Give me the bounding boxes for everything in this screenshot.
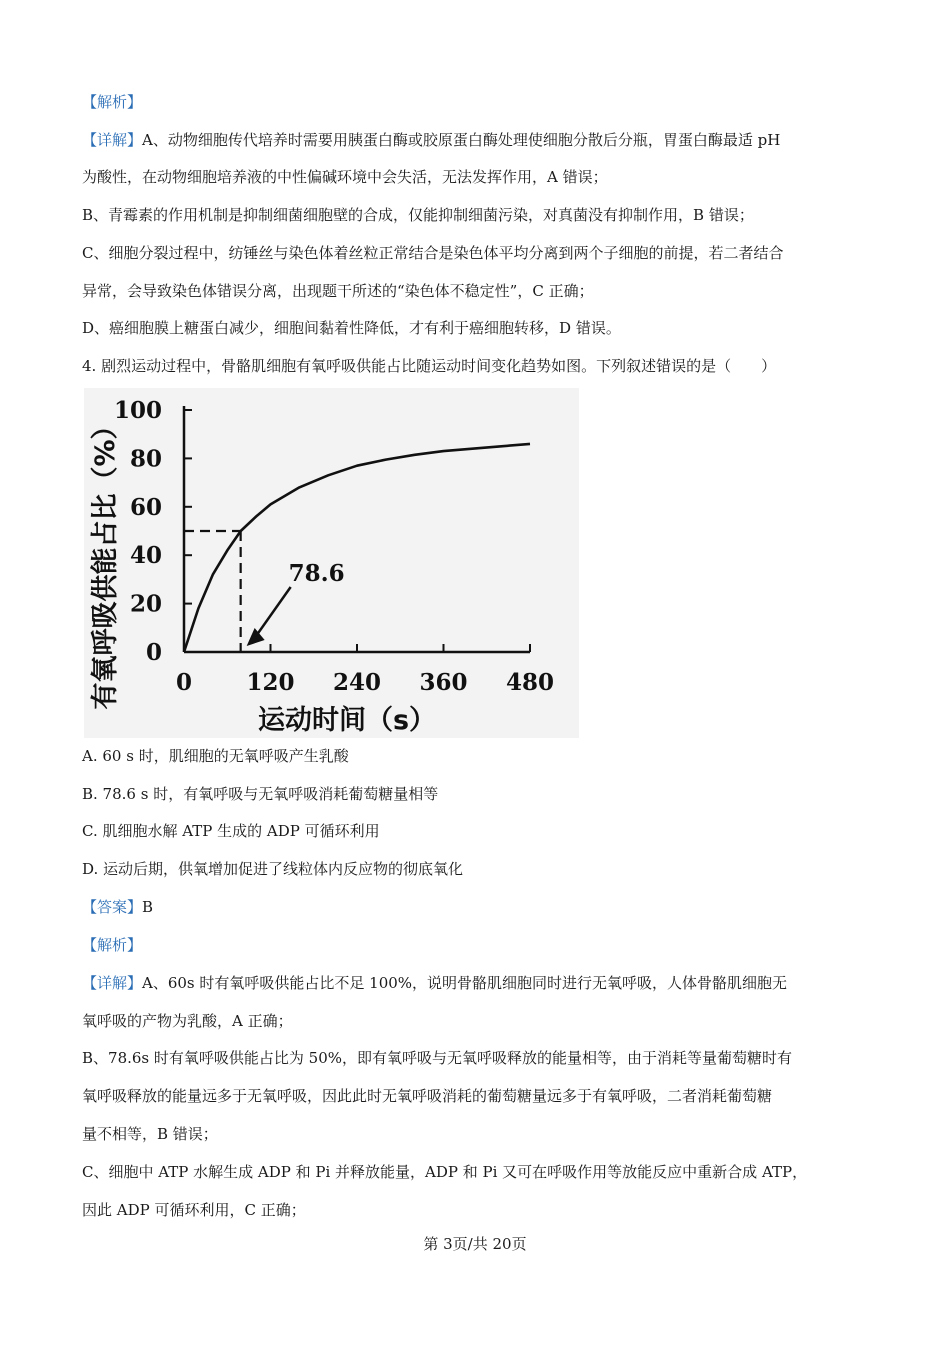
- option-c: C. 肌细胞水解 ATP 生成的 ADP 可循环利用: [82, 822, 380, 841]
- line-text: B、78.6s 时有氧呼吸供能占比为 50%，即有氧呼吸与无氧呼吸释放的能量相等，由于消耗等量葡萄糖时有: [82, 1049, 792, 1068]
- y-tick-label: 0: [145, 639, 162, 666]
- y-tick-label: 40: [129, 542, 162, 570]
- series-line: [184, 444, 530, 652]
- line-text: 因此 ADP 可循环利用，C 正确；: [82, 1200, 306, 1219]
- x-tick-label: 120: [246, 669, 295, 696]
- answer-line: [82, 896, 872, 918]
- answer-value: B: [142, 898, 154, 916]
- text-line: [82, 1123, 872, 1145]
- y-tick-label: 100: [113, 397, 162, 424]
- text-line: [82, 129, 872, 151]
- line-chart: [84, 388, 579, 738]
- text-line: [82, 1085, 872, 1107]
- section-bracket-label: 【解析】: [82, 936, 143, 954]
- text-line: [82, 934, 872, 956]
- line-text: 为酸性，在动物细胞培养液的中性偏碱环境中会失活，无法发挥作用，A 错误；: [82, 168, 608, 187]
- page-footer: 第 3页/共 20页: [423, 1235, 527, 1253]
- chart-figure: [84, 388, 579, 738]
- x-tick-label: 360: [419, 669, 468, 696]
- y-axis-title: 有氧呼吸供能占比（%）: [90, 412, 121, 710]
- text-line: [82, 355, 872, 377]
- line-text: A、动物细胞传代培养时需要用胰蛋白酶或胶原蛋白酶处理使细胞分散后分瓶，胃蛋白酶最适 pH: [142, 130, 781, 149]
- option-b: B. 78.6 s 时，有氧呼吸与无氧呼吸消耗葡萄糖量相等: [82, 784, 439, 803]
- x-tick-label: 480: [505, 669, 555, 696]
- text-line: [82, 972, 872, 994]
- line-text: 量不相等，B 错误；: [82, 1125, 218, 1143]
- y-tick-label: 80: [129, 445, 162, 473]
- annotation-arrow-shaft: [255, 587, 291, 638]
- line-text: C、细胞分裂过程中，纺锤丝与染色体着丝粒正常结合是染色体平均分离到两个子细胞的前提，若二者结合: [82, 243, 784, 262]
- line-text: 氧呼吸的产物为乳酸，A 正确；: [82, 1011, 293, 1030]
- text-line: [82, 1010, 872, 1032]
- y-tick-label: 20: [129, 590, 162, 618]
- line-text: B、青霉素的作用机制是抑制细菌细胞壁的合成，仅能抑制细菌污染，对真菌没有抑制作用，B 错误；: [82, 206, 754, 225]
- annotation-arrowhead: [247, 628, 265, 646]
- text-line: [82, 204, 872, 226]
- text-line: [82, 317, 872, 339]
- section-bracket-label: 【详解】: [82, 973, 143, 992]
- text-line: [82, 166, 872, 188]
- x-tick-label: 0: [175, 669, 193, 696]
- x-axis-title: 运动时间（s）: [257, 705, 437, 736]
- text-line: [82, 1047, 872, 1069]
- option-d: D. 运动后期，供氧增加促进了线粒体内反应物的彻底氧化: [82, 860, 464, 879]
- text-line: [82, 1161, 872, 1183]
- line-text: 异常，会导致染色体错误分离，出现题干所述的“染色体不稳定性”，C 正确；: [82, 281, 594, 300]
- option-a: A. 60 s 时，肌细胞的无氧呼吸产生乳酸: [82, 747, 349, 765]
- section-bracket-label: 【解析】: [82, 93, 143, 111]
- text-line: [82, 91, 872, 113]
- x-tick-label: 240: [332, 669, 382, 696]
- line-text: A、60s 时有氧呼吸供能占比不足 100%，说明骨骼肌细胞同时进行无氧呼吸，人体骨骼肌细胞无: [142, 973, 788, 992]
- section-bracket-label: 【详解】: [82, 130, 143, 149]
- annotation-label: 78.6: [288, 560, 345, 587]
- answer-label: 【答案】: [82, 898, 143, 916]
- text-line: [82, 242, 872, 264]
- line-text: D、癌细胞膜上糖蛋白减少，细胞间黏着性降低，才有利于癌细胞转移，D 错误。: [82, 319, 621, 338]
- line-text: 4. 剧烈运动过程中，骨骼肌细胞有氧呼吸供能占比随运动时间变化趋势如图。下列叙述错误的是（ ）: [82, 356, 777, 375]
- text-line: [82, 280, 872, 302]
- text-line: [82, 1199, 872, 1221]
- line-text: 氧呼吸释放的能量远多于无氧呼吸，因此此时无氧呼吸消耗的葡萄糖量远多于有氧呼吸，二者消耗葡萄糖: [82, 1087, 773, 1106]
- y-tick-label: 60: [129, 493, 162, 521]
- line-text: C、细胞中 ATP 水解生成 ADP 和 Pi 并释放能量，ADP 和 Pi 又可在呼吸作用等放能反应中重新合成 ATP，: [82, 1162, 808, 1181]
